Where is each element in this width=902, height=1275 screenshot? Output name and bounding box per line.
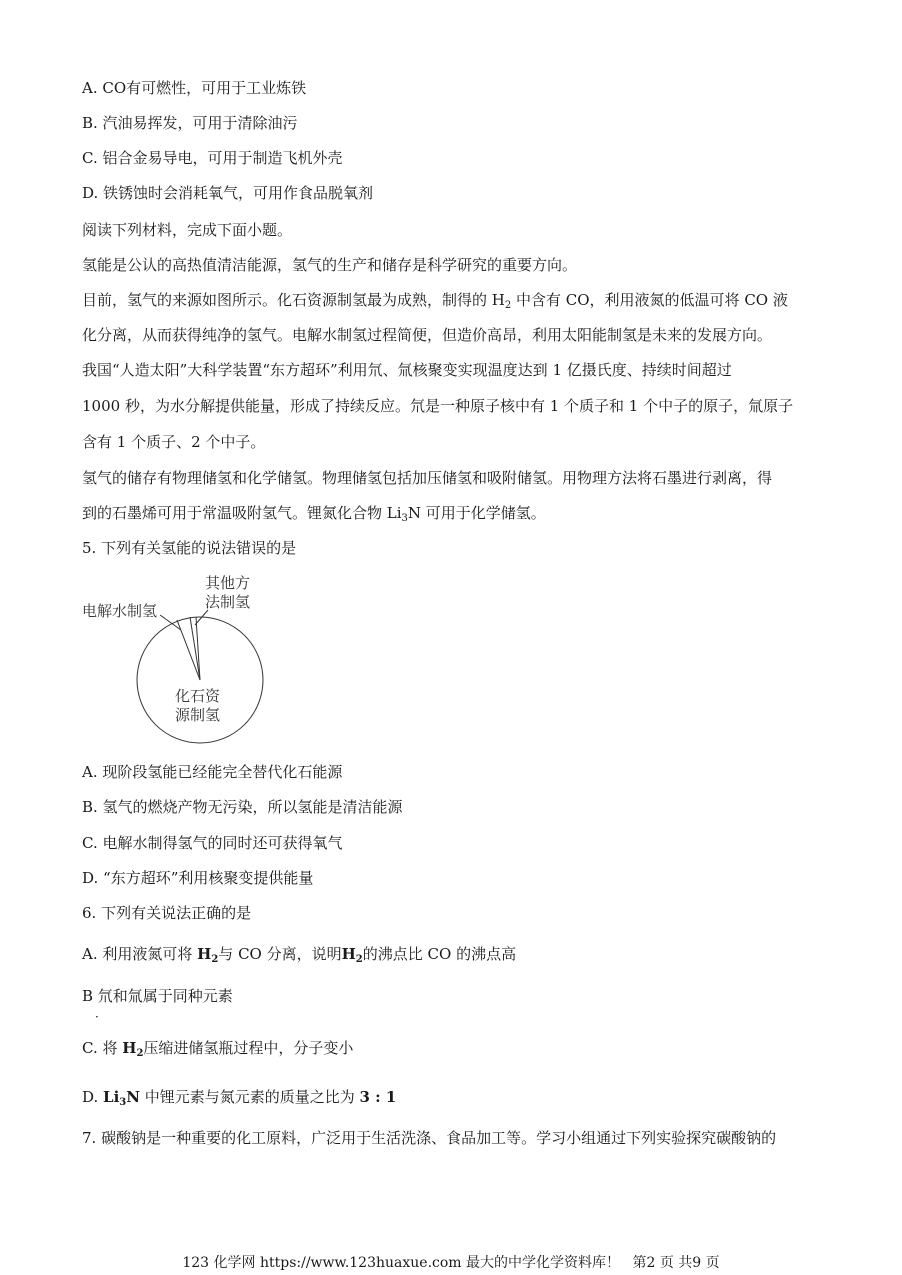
text-run: N 可用于化学储氢。 (407, 504, 546, 522)
label-other-line1: 其他方 (205, 574, 251, 592)
footer-page-number: 第2 页 共9 页 (632, 1255, 720, 1271)
material-p4-line2 (82, 503, 842, 529)
subscript: 3 (401, 513, 408, 524)
formula-li: Li (103, 1088, 120, 1106)
text-run: C. 将 (82, 1039, 123, 1057)
subscript: 2 (355, 954, 363, 965)
material-p1: 氢能是公认的高热值清洁能源，氢气的生产和储存是科学研究的重要方向。 (82, 256, 578, 274)
text-run: 中含有 CO，利用液氮的低温可将 CO 液 (511, 291, 788, 309)
q4-option-c: C. 铝合金易导电，可用于制造飞机外壳 (82, 149, 343, 167)
q7-stem: 7. 碳酸钠是一种重要的化工原料，广泛用于生活洗涤、食品加工等。学习小组通过下列实验探究碳酸钠的 (82, 1129, 777, 1147)
q5-option-a: A. 现阶段氢能已经能完全替代化石能源 (82, 763, 343, 781)
q5-stem: 5. 下列有关氢能的说法错误的是 (82, 539, 297, 557)
q6-stem: 6. 下列有关说法正确的是 (82, 904, 252, 922)
hydrogen-source-pie-chart (80, 570, 280, 750)
material-p2-line2: 化分离，从而获得纯净的氢气。电解水制氢过程简便，但造价高昂，利用太阳能制氢是未来的发展方向。 (82, 326, 773, 344)
material-p3-line3: 含有 1 个质子、2 个中子。 (82, 433, 266, 451)
text-run: 中锂元素与氮元素的质量之比为 (139, 1088, 360, 1106)
q6-option-c (82, 1038, 842, 1064)
q5-option-b: B. 氢气的燃烧产物无污染，所以氢能是清洁能源 (82, 798, 403, 816)
subscript: 2 (136, 1048, 144, 1059)
text-run: 到的石墨烯可用于常温吸附氢气。锂氮化合物 Li (82, 504, 402, 522)
material-p2-line1 (82, 290, 842, 316)
q6-option-b: B 氘和氚属于同种元素 (82, 987, 233, 1005)
label-fossil-line2: 源制氢 (175, 706, 221, 724)
subscript: 2 (211, 954, 219, 965)
formula-h2: H (341, 945, 356, 963)
footer-site: 123 化学网 https://www.123huaxue.com 最大的中学化学资料库！ (182, 1255, 621, 1271)
subscript: 2 (504, 300, 512, 311)
q6-option-a (82, 944, 842, 970)
material-p4-line1: 氢气的储存有物理储氢和化学储氢。物理储氢包括加压储氢和吸附储氢。用物理方法将石墨进行剥离，得 (82, 469, 773, 487)
material-intro: 阅读下列材料，完成下面小题。 (82, 221, 293, 239)
formula-n: N (126, 1088, 140, 1106)
text-run: 与 CO 分离，说明 (218, 945, 342, 963)
subscript: 3 (119, 1097, 127, 1108)
text-run: A. 利用液氮可将 (82, 945, 198, 963)
q4-option-b: B. 汽油易挥发，可用于清除油污 (82, 114, 298, 132)
label-other-line2: 法制氢 (205, 593, 251, 611)
q4-option-a: A. CO有可燃性，可用于工业炼铁 (82, 79, 307, 97)
q5-option-c: C. 电解水制得氢气的同时还可获得氧气 (82, 834, 343, 852)
material-p3-line1: 我国“人造太阳”大科学装置“东方超环”利用氘、氚核聚变实现温度达到 1 亿摄氏度、持续时间超过 (82, 361, 732, 379)
formula-h2: H (122, 1039, 137, 1057)
text-run: D. (82, 1088, 104, 1106)
text-run: 目前，氢气的来源如图所示。化石资源制氢最为成熟，制得的 H (82, 291, 505, 309)
text-run: 压缩进储氢瓶过程中，分子变小 (143, 1039, 354, 1057)
label-electrolysis: 电解水制氢 (82, 602, 158, 620)
text-run: 的沸点比 CO 的沸点高 (362, 945, 517, 963)
option-dot: · (95, 1010, 99, 1024)
q5-option-d: D. “东方超环”利用核聚变提供能量 (82, 869, 314, 887)
label-fossil-line1: 化石资 (175, 687, 221, 705)
material-p3-line2: 1000 秒，为水分解提供能量，形成了持续反应。氘是一种原子核中有 1 个质子和 1 个中子的原子，氚原子 (82, 397, 794, 415)
q6-option-d (82, 1087, 842, 1113)
q4-option-d: D. 铁锈蚀时会消耗氧气，可用作食品脱氧剂 (82, 184, 374, 202)
page-footer (0, 1254, 902, 1272)
mass-ratio: 3 : 1 (359, 1088, 397, 1106)
formula-h2: H (197, 945, 212, 963)
